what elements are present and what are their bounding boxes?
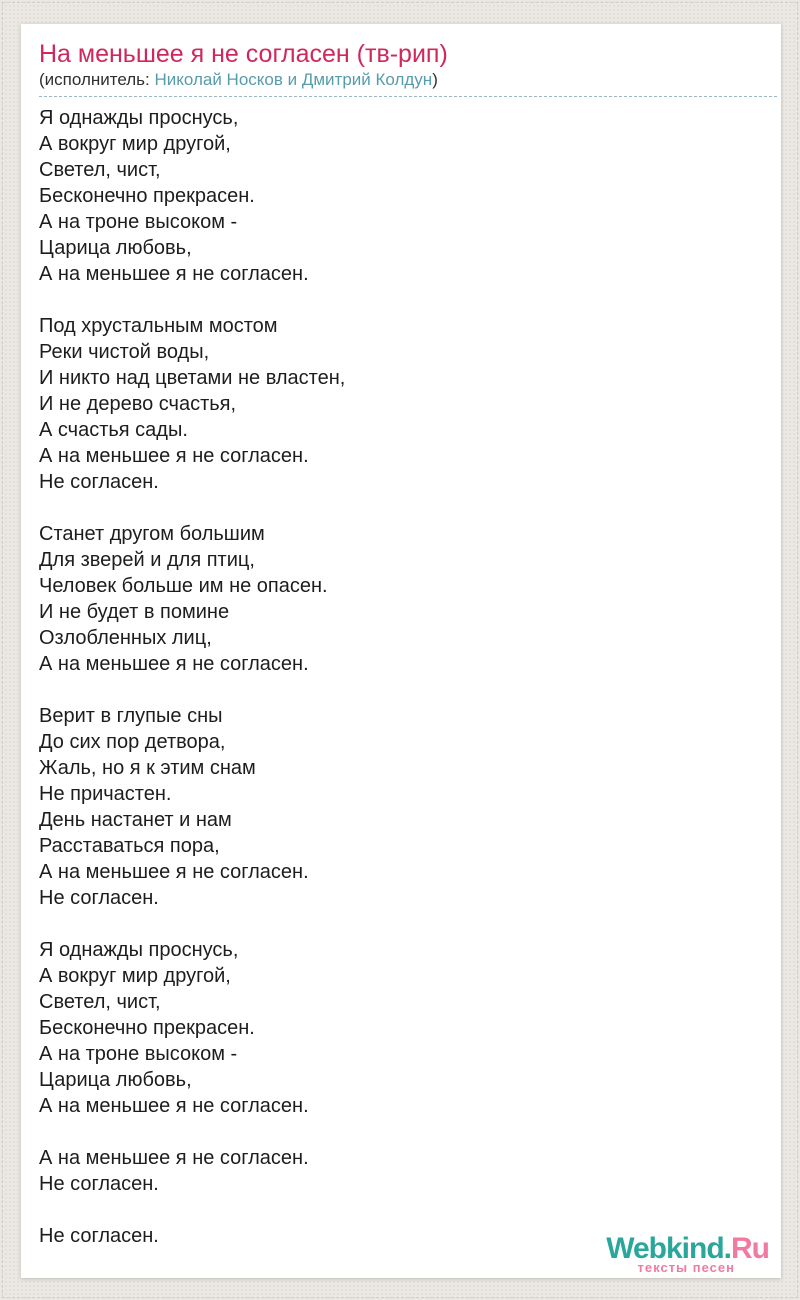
lyric-line: А на меньшее я не согласен. bbox=[39, 445, 309, 467]
lyric-line: До сих пор детвора, bbox=[39, 731, 226, 753]
lyric-line: Бесконечно прекрасен. bbox=[39, 185, 255, 207]
lyric-line: Царица любовь, bbox=[39, 1069, 192, 1091]
lyric-line: Жаль, но я к этим снам bbox=[39, 757, 256, 779]
lyric-line: Не согласен. bbox=[39, 887, 159, 909]
lyric-line: Станет другом большим bbox=[39, 523, 265, 545]
lyric-line: И не будет в помине bbox=[39, 601, 230, 623]
lyric-line: Расставаться пора, bbox=[39, 835, 220, 857]
logo-tagline: тексты песен bbox=[637, 1260, 735, 1275]
artist-prefix: (исполнитель: bbox=[39, 70, 155, 89]
lyric-line: И никто над цветами не властен, bbox=[39, 367, 346, 389]
lyric-line: Для зверей и для птиц, bbox=[39, 549, 255, 571]
lyric-line: Бесконечно прекрасен. bbox=[39, 1017, 255, 1039]
lyric-line: День настанет и нам bbox=[39, 809, 232, 831]
lyrics-card bbox=[21, 24, 781, 1278]
lyric-line: А на меньшее я не согласен. bbox=[39, 861, 309, 883]
header-separator bbox=[39, 96, 777, 97]
song-title: На меньшее я не согласен (тв-рип) bbox=[39, 40, 448, 68]
lyric-line: Реки чистой воды, bbox=[39, 341, 210, 363]
lyric-line: Не согласен. bbox=[39, 1173, 159, 1195]
stanza bbox=[39, 1145, 763, 1197]
lyric-line: Царица любовь, bbox=[39, 237, 192, 259]
lyric-line: А вокруг мир другой, bbox=[39, 133, 231, 155]
artist-line bbox=[39, 70, 763, 90]
logo-wordmark bbox=[606, 1232, 769, 1265]
logo-webkind-text: Webkind bbox=[606, 1232, 724, 1265]
lyric-line: А на меньшее я не согласен. bbox=[39, 653, 309, 675]
lyric-line: Я однажды проснусь, bbox=[39, 107, 239, 129]
lyric-line: А на троне высоком - bbox=[39, 211, 238, 233]
stanza bbox=[39, 105, 763, 287]
stanza bbox=[39, 703, 763, 911]
lyric-line: А на троне высоком - bbox=[39, 1043, 238, 1065]
lyric-line: Верит в глупые сны bbox=[39, 705, 223, 727]
artist-link[interactable]: Николай Носков и Дмитрий Колдун bbox=[154, 70, 433, 89]
webkind-logo[interactable] bbox=[606, 1232, 769, 1276]
logo-dot: . bbox=[723, 1232, 731, 1265]
lyric-line: Человек больше им не опасен. bbox=[39, 575, 328, 597]
lyric-line: Светел, чист, bbox=[39, 159, 161, 181]
stanza bbox=[39, 937, 763, 1119]
lyric-line: Светел, чист, bbox=[39, 991, 161, 1013]
lyric-line: Не причастен. bbox=[39, 783, 172, 805]
lyric-line: А вокруг мир другой, bbox=[39, 965, 231, 987]
stanza bbox=[39, 521, 763, 677]
lyric-line: А на меньшее я не согласен. bbox=[39, 1095, 309, 1117]
artist-suffix: ) bbox=[432, 70, 438, 89]
lyric-line: И не дерево счастья, bbox=[39, 393, 237, 415]
lyric-line: А счастья сады. bbox=[39, 419, 188, 441]
lyric-line: Я однажды проснусь, bbox=[39, 939, 239, 961]
lyric-line: Озлобленных лиц, bbox=[39, 627, 212, 649]
lyric-line: Не согласен. bbox=[39, 1225, 159, 1247]
logo-ru-text: Ru bbox=[731, 1232, 769, 1265]
lyric-line: Не согласен. bbox=[39, 471, 159, 493]
lyric-line: Под хрустальным мостом bbox=[39, 315, 278, 337]
lyric-line: А на меньшее я не согласен. bbox=[39, 1147, 309, 1169]
lyrics-text bbox=[39, 105, 763, 1249]
lyric-line: А на меньшее я не согласен. bbox=[39, 263, 309, 285]
stanza bbox=[39, 313, 763, 495]
